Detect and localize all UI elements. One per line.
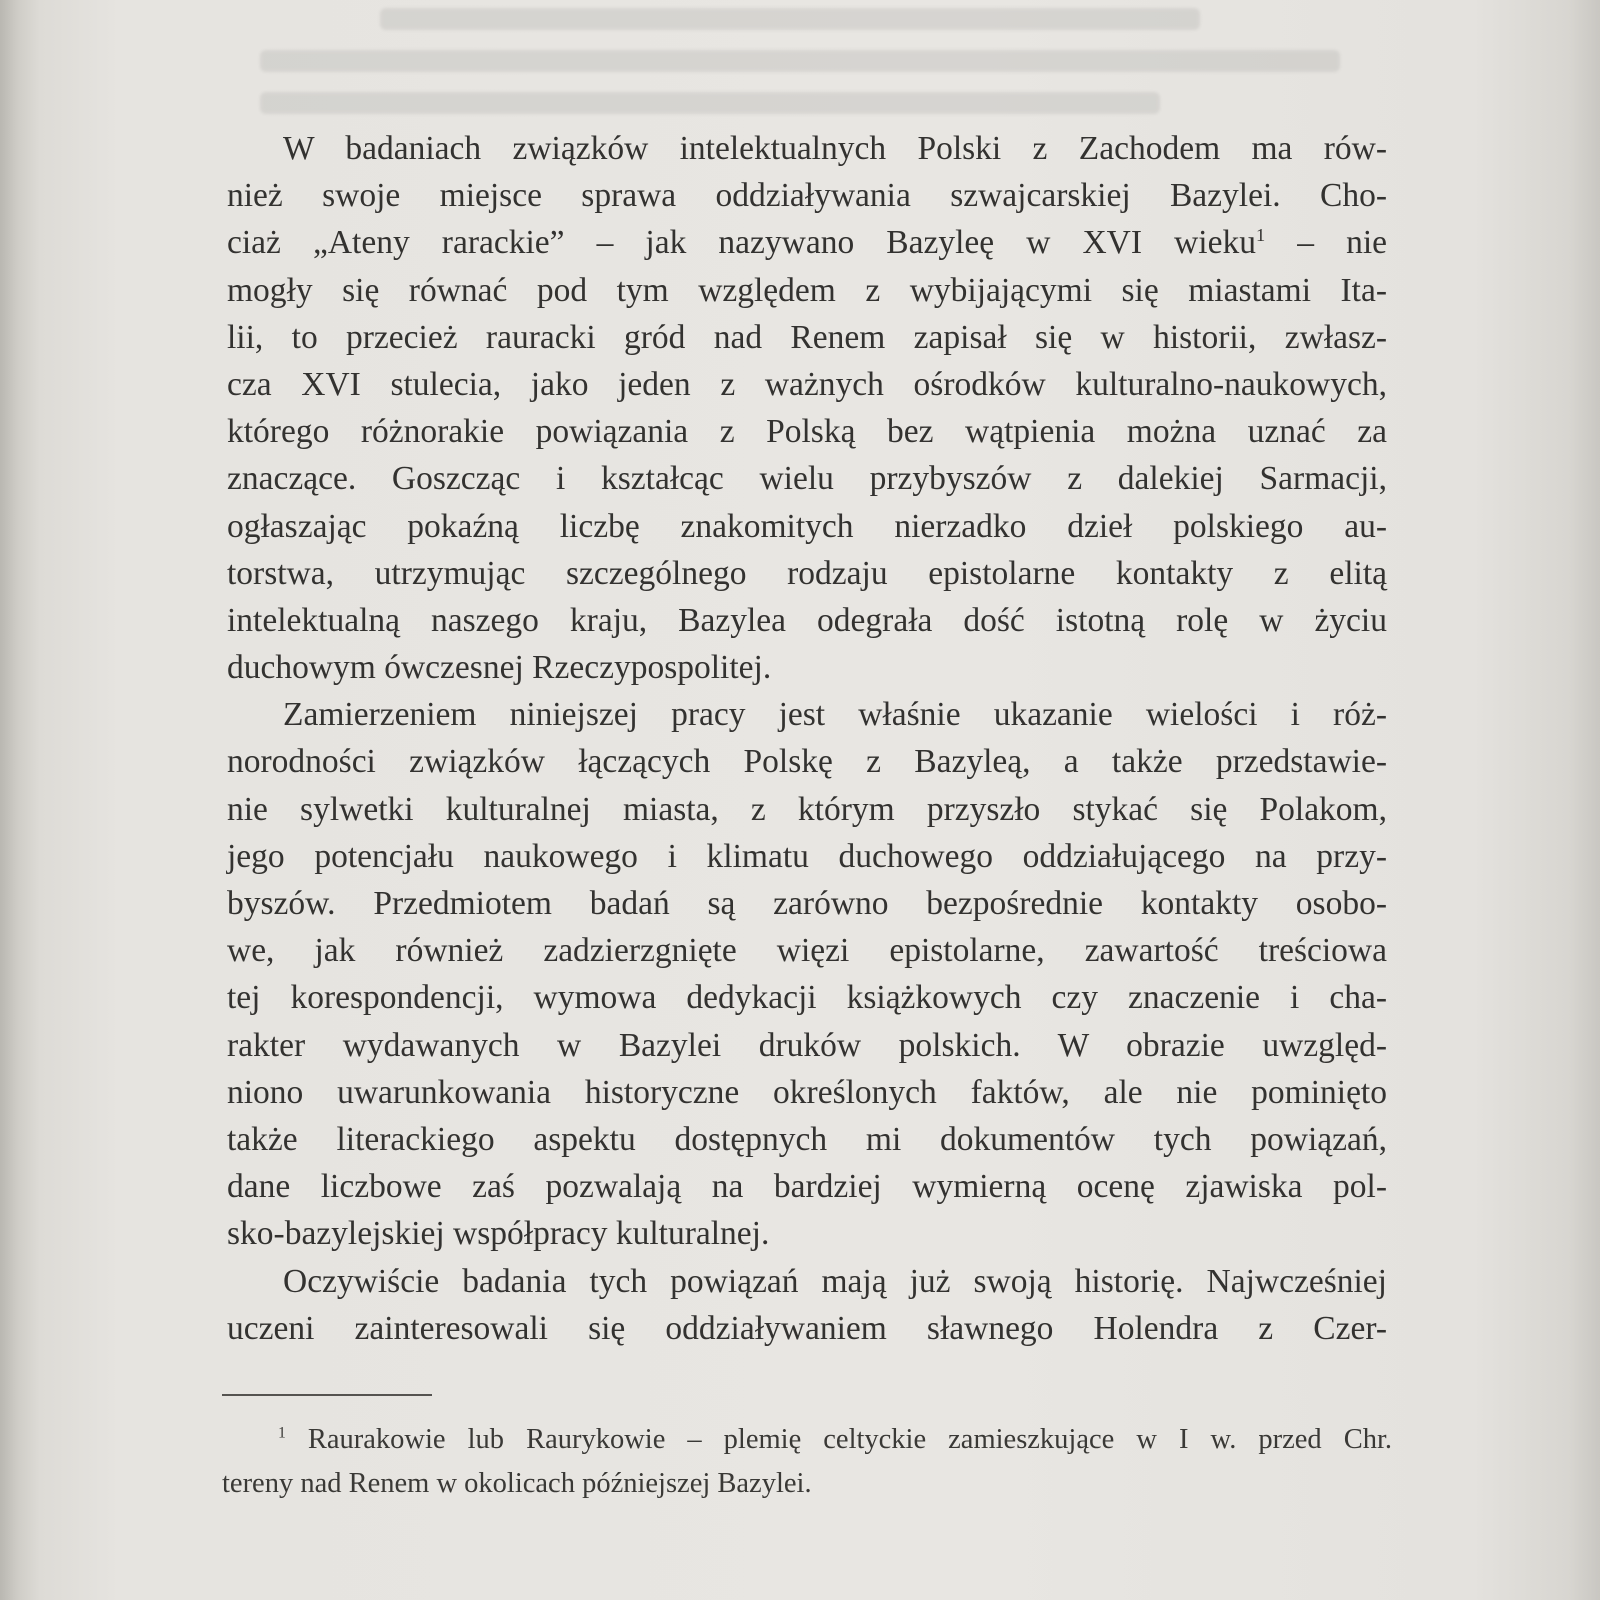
text-line: niono uwarunkowania historyczne określonych faktów, ale nie pominięto	[227, 1073, 1387, 1111]
footnote-line: tereny nad Renem w okolicach późniejszej Bazylei.	[222, 1468, 812, 1499]
text-line: torstwa, utrzymując szczególnego rodzaju epistolarne kontakty z elitą	[227, 554, 1387, 592]
text-line: Zamierzeniem niniejszej pracy jest właśnie ukazanie wielości i róż-	[283, 696, 1387, 734]
text-line: mogły się równać pod tym względem z wybijającymi się miastami Ita-	[227, 271, 1387, 309]
text-line: nie sylwetki kulturalnej miasta, z którym przyszło stykać się Polakom,	[227, 790, 1387, 828]
paragraph-3	[227, 1258, 1387, 1352]
text-line: dane liczbowe zaś pozwalają na bardziej wymierną ocenę zjawiska pol-	[227, 1168, 1387, 1206]
footnote	[222, 1418, 1392, 1506]
text-line: uczeni zainteresowali się oddziaływaniem sławnego Holendra z Czer-	[227, 1309, 1387, 1347]
text-line: Oczywiście badania tych powiązań mają już swoją historię. Najwcześniej	[283, 1262, 1387, 1300]
paragraph-2	[227, 691, 1387, 1257]
text-line: intelektualną naszego kraju, Bazylea odegrała dość istotną rolę w życiu	[227, 601, 1387, 639]
text-line: lii, to przecież rauracki gród nad Renem zapisał się w historii, zwłasz-	[227, 318, 1387, 356]
text-line: którego różnorakie powiązania z Polską bez wątpienia można uznać za	[227, 413, 1387, 451]
text-line: byszów. Przedmiotem badań są zarówno bezpośrednie kontakty osobo-	[227, 885, 1387, 922]
text-line: cza XVI stulecia, jako jeden z ważnych ośrodków kulturalno-naukowych,	[227, 365, 1387, 403]
text-line: we, jak również zadzierzgnięte więzi epistolarne, zawartość treściowa	[227, 932, 1387, 970]
footnote-ref: 1	[1255, 225, 1266, 246]
text-fragment: ciaż „Ateny rarackie” – jak nazywano Bazyleę w XVI wieku	[227, 224, 1256, 262]
text-line: tej korespondencji, wymowa dedykacji książkowych czy znaczenie i cha-	[227, 979, 1387, 1017]
bleed-through-text	[260, 0, 1360, 120]
text-line: znaczące. Goszcząc i kształcąc wielu przybyszów z dalekiej Sarmacji,	[227, 460, 1387, 498]
text-line: ogłaszając pokaźną liczbę znakomitych nierzadko dzieł polskiego au-	[227, 507, 1387, 545]
text-line: rakter wydawanych w Bazylei druków polskich. W obrazie uwzględ-	[227, 1026, 1387, 1064]
text-line: także literackiego aspektu dostępnych mi dokumentów tych powiązań,	[227, 1120, 1387, 1158]
text-line: sko-bazylejskiej współpracy kulturalnej.	[227, 1215, 770, 1253]
text-line-with-footnote-ref	[227, 219, 1387, 266]
footnote-separator	[222, 1394, 432, 1396]
footnote-line	[222, 1418, 1392, 1462]
footnote-text: Raurakowie lub Raurykowie – plemię celtyckie zamieszkujące w I w. przed Chr.	[307, 1424, 1392, 1455]
text-line: jego potencjału naukowego i klimatu duchowego oddziałującego na przy-	[227, 837, 1387, 875]
text-line: duchowym ówczesnej Rzeczypospolitej.	[227, 649, 772, 687]
text-fragment: – nie	[1265, 224, 1387, 262]
text-line: nież swoje miejsce sprawa oddziaływania szwajcarskiej Bazylei. Cho-	[227, 177, 1387, 215]
main-text	[227, 125, 1387, 1352]
paragraph-1	[227, 125, 1387, 691]
text-line: W badaniach związków intelektualnych Polski z Zachodem ma rów-	[283, 130, 1387, 167]
footnote-marker: 1	[278, 1424, 286, 1442]
text-line: norodności związków łączących Polskę z Bazyleą, a także przedstawie-	[227, 743, 1387, 781]
